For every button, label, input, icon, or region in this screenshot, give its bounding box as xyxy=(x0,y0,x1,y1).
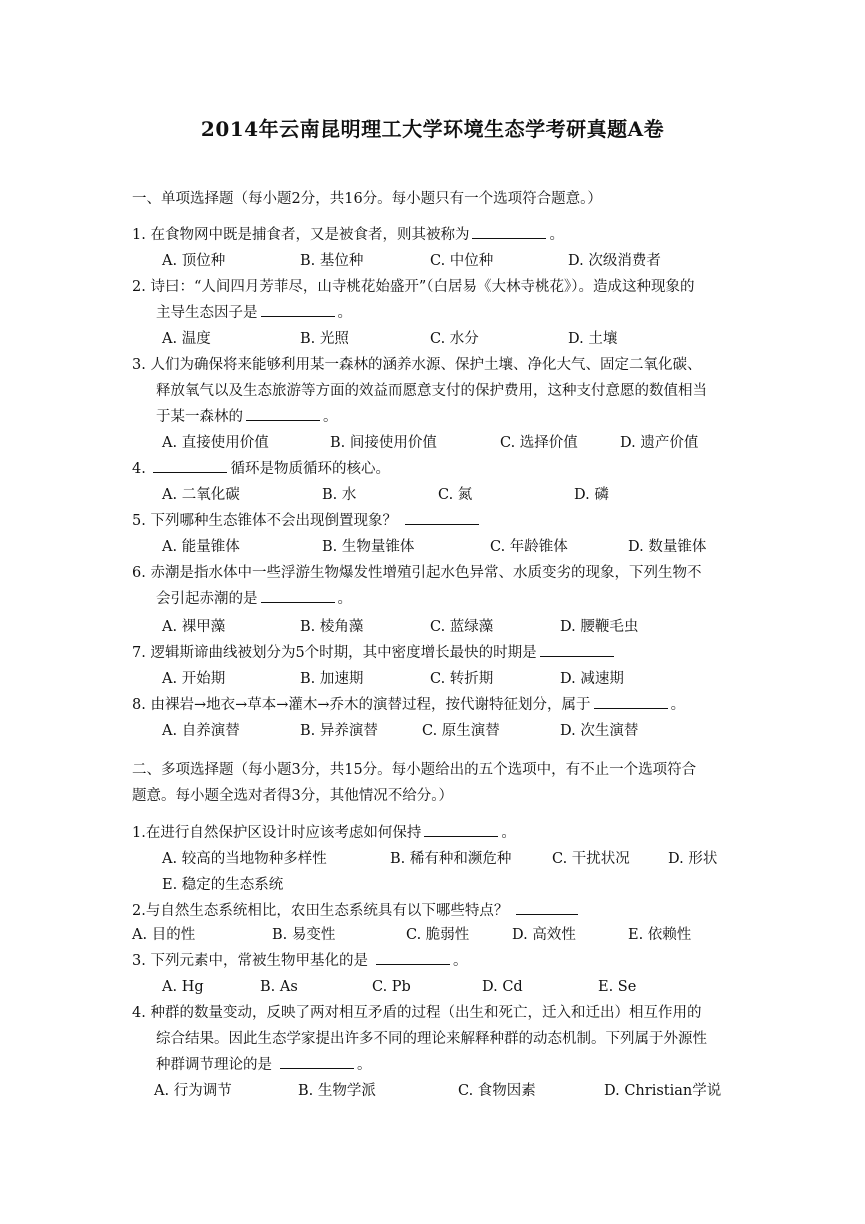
answer-blank xyxy=(261,300,335,317)
question-number: 1. xyxy=(132,825,146,841)
question-text: 赤潮是指水体中一些浮游生物爆发性增殖引起水色异常、水质变劣的现象，下列生物不 xyxy=(150,565,702,581)
s2-q1 xyxy=(132,820,737,846)
option-a: A. 二氧化碳 xyxy=(162,487,240,503)
option-b: B. 生物学派 xyxy=(298,1083,376,1099)
answer-blank xyxy=(594,692,668,709)
s1-q8-options xyxy=(162,718,722,744)
answer-blank xyxy=(540,640,614,657)
s2-q1-options xyxy=(162,846,732,872)
s2-q4-line3 xyxy=(132,1052,737,1078)
option-e: E. 稳定的生态系统 xyxy=(162,877,284,893)
option-d: D. 形状 xyxy=(668,851,718,867)
option-a: A. 温度 xyxy=(162,331,211,347)
s1-q7 xyxy=(132,640,737,666)
question-text: 下列哪种生态锥体不会出现倒置现象？ xyxy=(150,513,397,529)
answer-blank xyxy=(246,404,320,421)
option-b: B. 基位种 xyxy=(300,253,364,269)
s1-q1 xyxy=(132,222,737,248)
option-a: A. 较高的当地物种多样性 xyxy=(162,851,327,867)
s2-q3 xyxy=(132,948,737,974)
s2-q3-options xyxy=(162,974,722,1000)
option-a: A. 目的性 xyxy=(132,927,196,943)
answer-blank xyxy=(424,820,498,837)
s1-q4 xyxy=(132,456,737,482)
question-text: 循环是物质循环的核心。 xyxy=(230,461,390,477)
section2-heading-line2: 题意。每小题全选对者得3分，其他情况不给分。） xyxy=(132,788,453,804)
option-b: B. 生物量锥体 xyxy=(322,539,415,555)
option-b: B. 易变性 xyxy=(272,927,336,943)
option-d: D. 腰鞭毛虫 xyxy=(560,619,639,635)
question-text: 人们为确保将来能够利用某一森林的涵养水源、保护土壤、净化大气、固定二氧化碳、 xyxy=(150,357,702,373)
option-d: D. 土壤 xyxy=(568,331,618,347)
option-a: A. 自养演替 xyxy=(162,723,240,739)
answer-blank xyxy=(516,898,578,915)
question-text: 诗曰：“人间四月芳菲尽，山寺桃花始盛开”（白居易《大林寺桃花》）。造成这种现象的 xyxy=(150,279,695,295)
option-b: B. 光照 xyxy=(300,331,349,347)
option-b: B. 异养演替 xyxy=(300,723,378,739)
question-text-end: 。 xyxy=(452,953,468,969)
option-d: D. 高效性 xyxy=(512,927,576,943)
option-d: D. 次级消费者 xyxy=(568,253,661,269)
s1-q2 xyxy=(132,274,737,300)
answer-blank xyxy=(261,586,335,603)
option-c: C. 转折期 xyxy=(430,671,494,687)
option-b: B. As xyxy=(260,979,298,995)
question-text-end: 。 xyxy=(670,697,686,713)
s1-q2-options xyxy=(162,326,722,352)
section2-heading-line1: 二、多项选择题（每小题3分，共15分。每小题给出的五个选项中，有不止一个选项符合 xyxy=(132,762,697,778)
option-a: A. Hg xyxy=(162,979,204,995)
option-a: A. 开始期 xyxy=(162,671,226,687)
question-text-end: 。 xyxy=(549,227,564,243)
question-number: 3. xyxy=(132,953,146,969)
option-c: C. 选择价值 xyxy=(500,435,578,451)
s2-q4-line2: 综合结果。因此生态学家提出许多不同的理论来解释种群的动态机制。下列属于外源性 xyxy=(156,1031,707,1047)
page-title: 2014年云南昆明理工大学环境生态学考研真题A卷 xyxy=(200,117,665,141)
answer-blank xyxy=(280,1052,354,1069)
question-text: 种群调节理论的是 xyxy=(156,1057,272,1073)
question-number: 3. xyxy=(132,357,146,373)
s1-q5 xyxy=(132,508,737,534)
question-text: 在食物网中既是捕食者，又是被食者，则其被称为 xyxy=(150,227,470,243)
option-b: B. 棱角藻 xyxy=(300,619,364,635)
option-e: E. 依赖性 xyxy=(628,927,692,943)
option-c: C. 原生演替 xyxy=(422,723,500,739)
s1-q3-line3 xyxy=(132,404,737,430)
s2-q4-options xyxy=(154,1078,734,1104)
s1-q5-options xyxy=(162,534,732,560)
s2-q2-options xyxy=(132,922,732,948)
option-c: C. 氮 xyxy=(438,487,473,503)
question-text-end: 。 xyxy=(357,1057,372,1073)
s1-q8 xyxy=(132,692,737,718)
option-e: E. Se xyxy=(598,979,637,995)
question-number: 4. xyxy=(132,461,146,477)
option-b: B. 稀有种和濒危种 xyxy=(390,851,512,867)
option-c: C. 脆弱性 xyxy=(406,927,470,943)
question-number: 8. xyxy=(132,697,146,713)
option-d: D. Christian学说 xyxy=(604,1083,722,1099)
option-c: C. 年龄锥体 xyxy=(490,539,568,555)
question-text-end: 。 xyxy=(323,409,338,425)
option-d: D. 遗产价值 xyxy=(620,435,699,451)
s1-q6-line2 xyxy=(132,586,737,612)
option-a: A. 能量锥体 xyxy=(162,539,240,555)
question-number: 1. xyxy=(132,227,146,243)
question-text: 会引起赤潮的是 xyxy=(156,591,258,607)
answer-blank xyxy=(405,508,479,525)
question-number: 7. xyxy=(132,645,146,661)
question-number: 4. xyxy=(132,1005,146,1021)
s1-q6-options xyxy=(162,614,722,640)
s1-q2-line2 xyxy=(132,300,737,326)
question-text: 主导生态因子是 xyxy=(156,305,258,321)
s1-q1-options xyxy=(162,248,722,274)
option-a: A. 直接使用价值 xyxy=(162,435,269,451)
option-a: A. 裸甲藻 xyxy=(162,619,226,635)
option-c: C. 干扰状况 xyxy=(552,851,630,867)
option-d: D. 磷 xyxy=(574,487,609,503)
option-c: C. 蓝绿藻 xyxy=(430,619,494,635)
option-d: D. 减速期 xyxy=(560,671,624,687)
option-c: C. 水分 xyxy=(430,331,479,347)
question-text: 在进行自然保护区设计时应该考虑如何保持 xyxy=(145,825,422,841)
s2-q1-options-row2 xyxy=(162,872,462,898)
question-text-end: 。 xyxy=(337,591,352,607)
option-d: D. 数量锥体 xyxy=(628,539,707,555)
option-d: D. 次生演替 xyxy=(560,723,639,739)
question-text: 下列元素中，常被生物甲基化的是 xyxy=(150,953,368,969)
question-text: 于某一森林的 xyxy=(156,409,243,425)
option-b: B. 间接使用价值 xyxy=(330,435,437,451)
section1-heading: 一、单项选择题（每小题2分，共16分。每小题只有一个选项符合题意。） xyxy=(132,191,602,207)
question-number: 2. xyxy=(132,279,146,295)
question-text: 种群的数量变动，反映了两对相互矛盾的过程（出生和死亡，迁入和迁出）相互作用的 xyxy=(150,1005,702,1021)
question-text: 由裸岩→地衣→草本→灌木→乔木的演替过程，按代谢特征划分，属于 xyxy=(150,697,591,713)
s2-q4 xyxy=(132,1000,737,1026)
s1-q7-options xyxy=(162,666,722,692)
answer-blank xyxy=(472,222,546,239)
question-number: 5. xyxy=(132,513,146,529)
s1-q4-options xyxy=(162,482,722,508)
option-c: C. Pb xyxy=(372,979,411,995)
question-text-end: 。 xyxy=(501,825,516,841)
option-b: B. 加速期 xyxy=(300,671,364,687)
option-b: B. 水 xyxy=(322,487,357,503)
question-text: 与自然生态系统相比，农田生态系统具有以下哪些特点？ xyxy=(145,903,509,919)
s1-q6 xyxy=(132,560,737,586)
question-number: 2. xyxy=(132,903,146,919)
answer-blank xyxy=(153,456,227,473)
option-a: A. 顶位种 xyxy=(162,253,226,269)
option-d: D. Cd xyxy=(482,979,523,995)
question-text-end: 。 xyxy=(337,305,352,321)
s1-q3-options xyxy=(162,430,732,456)
option-c: C. 中位种 xyxy=(430,253,494,269)
question-text: 逻辑斯谛曲线被划分为5个时期，其中密度增长最快的时期是 xyxy=(150,645,537,661)
option-c: C. 食物因素 xyxy=(458,1083,536,1099)
answer-blank xyxy=(376,948,450,965)
s2-q2 xyxy=(132,898,737,924)
s1-q3 xyxy=(132,352,737,378)
s1-q3-line2: 释放氧气以及生态旅游等方面的效益而愿意支付的保护费用，这种支付意愿的数值相当 xyxy=(156,383,707,399)
option-a: A. 行为调节 xyxy=(154,1083,232,1099)
question-number: 6. xyxy=(132,565,146,581)
